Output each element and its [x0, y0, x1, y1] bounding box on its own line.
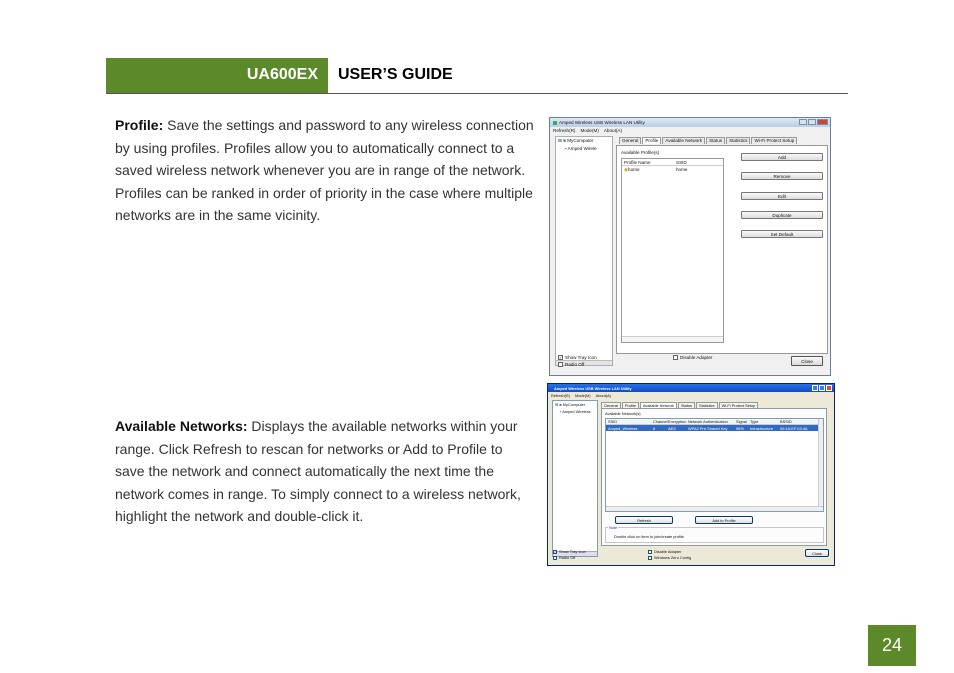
windows-zero-config-checkbox[interactable]	[648, 555, 691, 560]
profile-list	[621, 158, 724, 343]
note-label: Note	[609, 525, 618, 530]
minimize-icon[interactable]	[799, 119, 807, 125]
tab-status[interactable]: Status	[678, 402, 695, 408]
tree-item-mycomputer[interactable]: ⊟ ■ MyComputer	[558, 138, 594, 143]
window-title: Amped Wireless USB Wireless LAN Utility	[554, 385, 632, 391]
tree-item-mycomputer[interactable]: ⊟ ■ MyComputer	[555, 402, 586, 407]
checkbox-label: Show Tray Icon	[565, 355, 597, 360]
available-network-screenshot	[547, 383, 835, 566]
remove-button[interactable]: Remove	[741, 172, 823, 180]
add-to-profile-button[interactable]: Add to Profile	[695, 516, 753, 524]
cell-signal: 96%	[736, 425, 744, 431]
menu-refresh[interactable]: Refresh(R)	[551, 392, 571, 398]
menu-bar	[550, 127, 830, 134]
tab-available-network[interactable]: Available Network	[662, 137, 705, 144]
show-tray-checkbox[interactable]	[553, 549, 586, 554]
disable-adapter-checkbox[interactable]	[648, 549, 681, 554]
wifi-icon	[553, 121, 557, 125]
tab-general[interactable]: General	[619, 137, 641, 144]
computer-icon: ■	[559, 402, 562, 407]
model-name: UA600EX	[246, 66, 318, 83]
radio-off-checkbox[interactable]	[553, 555, 575, 560]
column-header[interactable]: BSSID	[780, 419, 792, 424]
column-header[interactable]: SSID	[676, 159, 687, 165]
table-row[interactable]	[606, 425, 823, 431]
window-title: Amped Wireless USB Wireless LAN Utility	[559, 120, 645, 125]
profile-panel	[616, 145, 828, 354]
checkbox-label: Radio Off	[559, 555, 576, 560]
horizontal-scrollbar[interactable]	[606, 506, 823, 511]
menu-about[interactable]: About(A)	[603, 128, 622, 133]
column-header[interactable]: Encryption	[668, 419, 687, 424]
maximize-icon[interactable]	[808, 119, 816, 125]
computer-icon: ■	[563, 138, 566, 143]
checkmark-icon: ✓	[554, 549, 557, 554]
list-item[interactable]	[622, 166, 723, 173]
profile-description	[115, 114, 535, 227]
close-icon[interactable]	[826, 385, 832, 391]
checkbox-icon	[648, 550, 652, 554]
checkbox-icon	[558, 362, 563, 367]
checkmark-icon: ✓	[559, 355, 563, 360]
column-header[interactable]: Signal	[736, 419, 747, 424]
page-number: 24	[868, 625, 916, 666]
column-header[interactable]: Network Authentication	[688, 419, 728, 424]
panel-label: Available Network(s)	[605, 411, 641, 416]
menu-mode[interactable]: Mode(M)	[580, 128, 599, 133]
tab-general[interactable]: General	[601, 402, 621, 408]
cell-channel: 6	[653, 425, 656, 431]
column-header[interactable]: Channel	[653, 419, 668, 424]
cell-bssid: 00:1A:EF:03:4A	[780, 425, 808, 431]
profile-ssid: home	[676, 167, 688, 172]
menu-mode[interactable]: Mode(M)	[575, 392, 591, 398]
show-tray-checkbox[interactable]	[558, 355, 597, 360]
maximize-icon[interactable]	[819, 385, 825, 391]
duplicate-button[interactable]: Duplicate	[741, 211, 823, 219]
menu-about[interactable]: About(A)	[595, 392, 611, 398]
tab-strip	[619, 137, 798, 144]
add-button[interactable]: Add	[741, 153, 823, 161]
checkbox-label: Disable Adapter	[654, 549, 682, 554]
refresh-button[interactable]: Refresh	[615, 516, 673, 524]
set-default-button[interactable]: Set Default	[741, 230, 823, 238]
column-header[interactable]: Type	[750, 419, 759, 424]
available-term: Available Networks:	[115, 418, 248, 434]
header-model-bar	[106, 58, 328, 93]
list-header	[622, 159, 723, 166]
checkbox-label: Disable Adapter	[680, 355, 713, 360]
vertical-scrollbar[interactable]	[818, 419, 823, 506]
cell-type: Infrastructure	[750, 425, 773, 431]
column-header[interactable]: SSID	[608, 419, 618, 424]
tab-available-network[interactable]: Available Network	[640, 402, 677, 408]
device-tree	[552, 400, 598, 557]
cell-ssid: Amped_Wireless	[608, 425, 638, 431]
tree-label: Amped Wirele	[567, 146, 597, 151]
profile-icon: ◉	[624, 166, 629, 172]
available-networks-description	[115, 415, 530, 528]
tree-item-adapter[interactable]	[553, 408, 597, 415]
note-text: Double click on item to join/create profile.	[614, 534, 685, 539]
panel-label: Available Profile(s)	[621, 150, 660, 155]
guide-title: USER’S GUIDE	[338, 66, 453, 83]
edit-button[interactable]: Edit	[741, 192, 823, 200]
network-list	[605, 418, 824, 512]
cell-auth: WPA2 Pre-Shared Key	[688, 425, 728, 431]
radio-off-checkbox[interactable]	[558, 362, 584, 367]
horizontal-scrollbar[interactable]	[622, 336, 723, 342]
checkbox-icon	[673, 355, 678, 360]
tab-status[interactable]: Status	[706, 137, 725, 144]
tab-wps[interactable]: Wi-Fi Protect Setup	[751, 137, 797, 144]
menu-refresh[interactable]: Refresh(R)	[553, 128, 576, 133]
column-header[interactable]: Profile Name	[624, 159, 651, 165]
tree-label: Amped Wireless	[562, 409, 591, 414]
tab-statistics[interactable]: Statistics	[696, 402, 718, 408]
adapter-icon: ▪	[565, 146, 567, 151]
checkbox-label: Windows Zero Config	[654, 555, 692, 560]
window-titlebar	[548, 384, 834, 392]
close-icon[interactable]	[817, 119, 828, 125]
available-network-panel	[601, 408, 827, 546]
profile-term: Profile:	[115, 117, 164, 133]
minimize-icon[interactable]	[812, 385, 818, 391]
profile-text: Save the settings and password to any wireless connection by using profiles. Profiles allow you to automatically connect to a saved wireless network whenever you are in range of the network. Profiles can be ranked in order of priority in the case where multiple networks are in the same vicinity.	[115, 117, 534, 224]
close-button[interactable]: Close	[791, 356, 823, 366]
profile-screenshot	[549, 117, 831, 376]
cell-encryption: AES	[668, 425, 676, 431]
tab-profile[interactable]: Profile	[642, 137, 661, 144]
tree-item-adapter[interactable]	[556, 145, 612, 152]
profile-name: home	[628, 166, 640, 172]
close-button[interactable]: Close	[805, 549, 829, 557]
window-titlebar	[550, 118, 830, 127]
header-rule	[106, 93, 848, 94]
note-group	[605, 527, 824, 543]
tree-label: MyComputer	[567, 138, 594, 143]
tab-statistics[interactable]: Statistics	[726, 137, 750, 144]
available-text: Displays the available networks within your range. Click Refresh to rescan for networks or Add to Profile to save the network and connect automatically the next time the network comes in range. To simply connect to a wireless network, highlight the network and double-click it.	[115, 418, 521, 525]
device-tree	[555, 136, 613, 366]
tree-label: MyComputer	[562, 402, 586, 407]
checkbox-label: Radio Off	[565, 362, 585, 367]
checkbox-label: Show Tray Icon	[559, 549, 586, 554]
tab-wps[interactable]: Wi-Fi Protect Setup	[719, 402, 759, 408]
checkbox-icon	[648, 556, 652, 560]
adapter-icon: ▪	[560, 409, 562, 414]
checkbox-icon	[553, 556, 557, 560]
menu-bar	[548, 392, 834, 398]
tab-profile[interactable]: Profile	[622, 402, 639, 408]
disable-adapter-checkbox[interactable]	[673, 355, 712, 360]
